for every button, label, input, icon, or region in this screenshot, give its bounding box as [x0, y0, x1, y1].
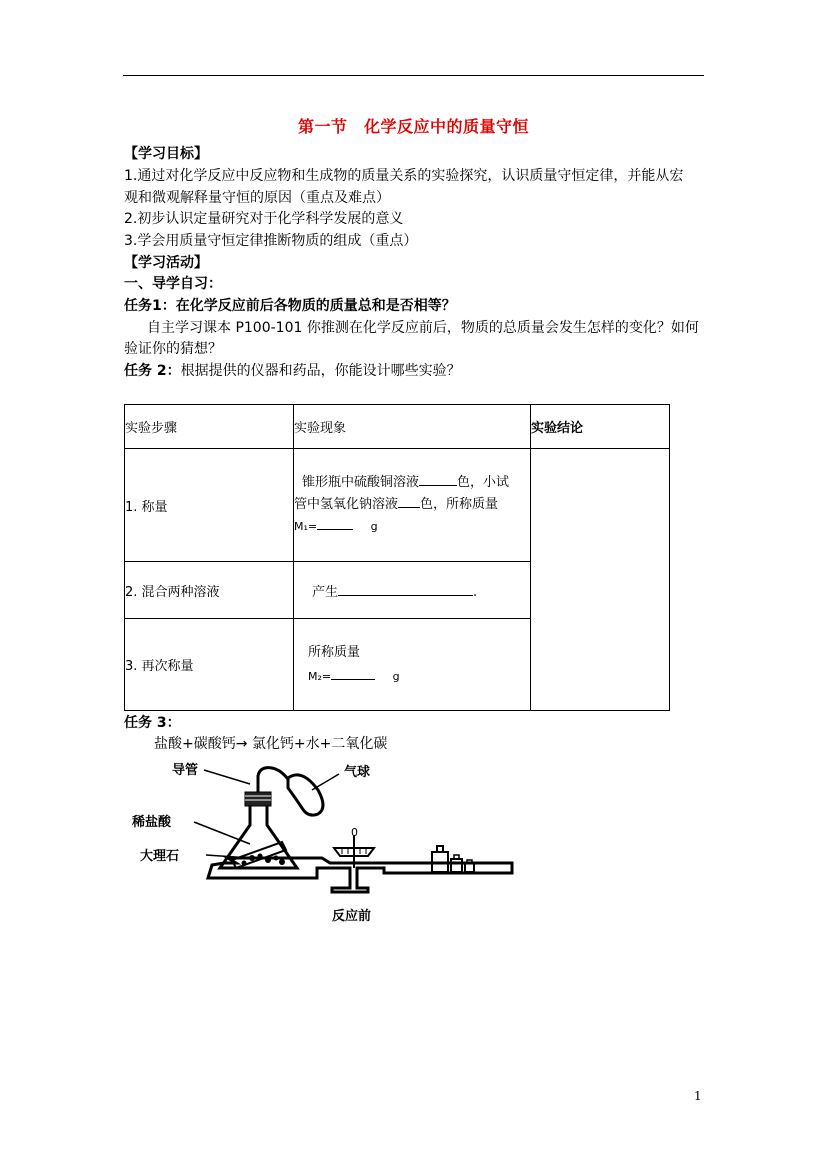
phenomenon-weigh [294, 449, 531, 562]
phen-text: 色，小试 [457, 475, 510, 490]
phen-text: 管中氢氧化钠溶液 [294, 497, 399, 512]
header-step: 实验步骤 [125, 405, 294, 449]
page-number: 1 [694, 1089, 702, 1103]
phenomenon-reweigh [294, 619, 531, 711]
experiment-diagram [132, 760, 532, 930]
table-row [125, 449, 670, 562]
header-conclusion: 实验结论 [531, 405, 670, 449]
phen-text: 产生 [312, 584, 339, 600]
phen-text: 色，所称质量 [420, 497, 499, 512]
phen-text: 所称质量 [308, 644, 361, 660]
step-mix: 2. 混合两种溶液 [125, 562, 294, 619]
fill-blank[interactable] [317, 517, 353, 530]
header-phenomenon: 实验现象 [294, 405, 531, 449]
leader-line [204, 770, 250, 784]
reaction-equation: 盐酸+碳酸钙→ 氯化钙+水+二氧化碳 [154, 736, 388, 752]
header-rule [123, 75, 704, 76]
fill-blank[interactable] [398, 495, 420, 508]
goals-heading: 【学习目标】 [124, 146, 208, 162]
goal-item-3: 3.学会用质量守恒定律推断物质的组成（重点） [124, 233, 418, 249]
task-1-text-line-1: 自主学习课本 P100-101 你推测在化学反应前后，物质的总质量会发生怎样的变化？如何 [147, 320, 699, 336]
task-1-text-line-2: 验证你的猜想？ [124, 341, 222, 357]
task-3-heading: 任务 3： [124, 715, 181, 731]
tube-icon [258, 768, 290, 792]
phenomenon-mix [294, 562, 531, 619]
label-caption: 反应前 [332, 909, 372, 924]
weights-icon [432, 846, 474, 872]
goal-item-1-line-1: 1.通过对化学反应中反应物和生成物的质量关系的实验探究，认识质量守恒定律，并能从宏 [124, 168, 684, 184]
conclusion-cell[interactable] [531, 449, 670, 711]
unit-label: g [370, 520, 378, 533]
stopper-icon [245, 792, 271, 806]
task-2-line [124, 361, 461, 381]
page-title: 第一节 化学反应中的质量守恒 [297, 117, 529, 136]
label-acid: 稀盐酸 [132, 815, 172, 830]
label-tube: 导管 [172, 763, 199, 778]
unit-label: g [392, 669, 400, 683]
leader-line [194, 822, 250, 844]
label-marble: 大理石 [140, 849, 180, 864]
experiment-table [124, 404, 670, 711]
label-zero: 0 [351, 826, 358, 839]
phen-text: 锥形瓶中硫酸铜溶液 [302, 475, 420, 490]
task-1-heading: 任务1：在化学反应前后各物质的质量总和是否相等？ [124, 298, 456, 314]
activity-heading: 【学习活动】 [124, 255, 208, 271]
phen-text: . [473, 584, 478, 600]
section-1-heading: 一、导学自习： [124, 276, 222, 292]
task-2-text: 根据提供的仪器和药品，你能设计哪些实验？ [180, 363, 461, 379]
table-header-row [125, 405, 670, 449]
mass-label: M₂= [308, 669, 332, 683]
label-balloon: 气球 [344, 765, 371, 780]
fill-blank[interactable] [331, 667, 375, 680]
fill-blank[interactable] [419, 473, 457, 486]
balloon-icon [288, 775, 323, 815]
step-reweigh: 3. 再次称量 [125, 619, 294, 711]
fill-blank[interactable] [338, 583, 473, 596]
mass-label: M₁= [294, 520, 318, 533]
step-weigh: 1. 称量 [125, 449, 294, 562]
goal-item-1-line-2: 观和微观解释量守恒的原因（重点及难点） [124, 190, 390, 206]
goal-item-2: 2.初步认识定量研究对于化学科学发展的意义 [124, 211, 404, 227]
leader-line [312, 774, 339, 790]
task-2-label: 任务 2： [124, 363, 181, 379]
